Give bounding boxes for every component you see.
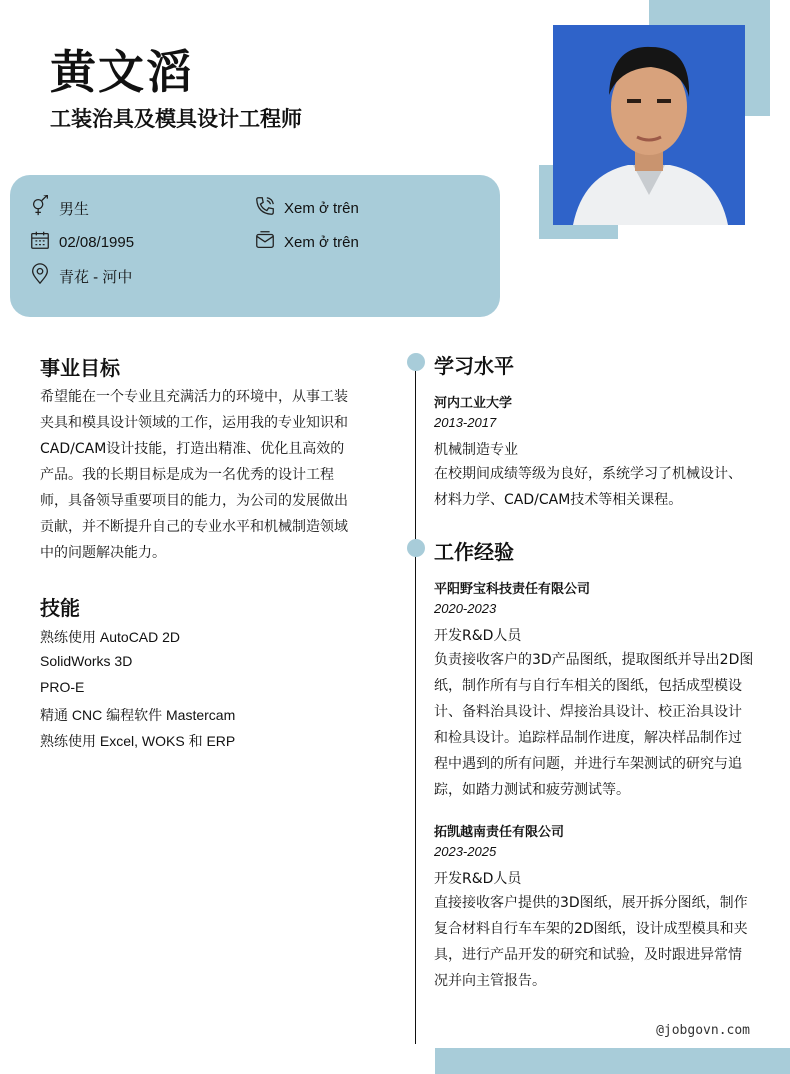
phone-text: Xem ở trên [284, 199, 359, 217]
job-description [434, 647, 764, 803]
objective-line: 师，具备领导重要项目的能力，为公司的发展做出 [40, 493, 348, 509]
skill-item: 熟练使用 Excel, WOKS 和 ERP [40, 733, 236, 749]
objective-text [40, 384, 370, 566]
objective-heading: 事业目标 [40, 356, 120, 380]
objective-line: 贡献，并不断提升自己的专业水平和机械制造领域 [40, 519, 348, 535]
job-role: 开发R&D人员 [434, 628, 522, 644]
objective-line: 产品。我的长期目标是成为一名优秀的设计工程 [40, 467, 334, 483]
address-row [29, 263, 132, 289]
mail-icon [254, 229, 284, 255]
job-period: 2020-2023 [434, 601, 497, 616]
job-company: 拓凯越南责任有限公司 [434, 825, 565, 840]
skill-item: 熟练使用 AutoCAD 2D [40, 629, 181, 645]
job-company: 平阳野宝科技责任有限公司 [434, 582, 591, 597]
job-title: 工装治具及模具设计工程师 [50, 107, 302, 131]
skill-item: SolidWorks 3D [40, 653, 133, 669]
email-row [254, 229, 359, 255]
timeline-line [415, 362, 416, 1044]
job-description [434, 890, 764, 994]
job-line: 负责接收客户的3D产品图纸，提取图纸并导出2D图 [434, 652, 754, 668]
education-description [434, 461, 764, 513]
profile-photo [553, 25, 745, 225]
job-period: 2023-2025 [434, 844, 497, 859]
objective-line: 中的问题解决能力。 [40, 545, 166, 561]
skills-heading: 技能 [40, 596, 80, 620]
timeline-dot-experience [407, 539, 425, 557]
watermark-text: @jobgovn.com [656, 1023, 750, 1038]
gender-row [29, 195, 89, 221]
birthdate-text: 02/08/1995 [59, 233, 135, 251]
education-heading: 学习水平 [434, 354, 514, 378]
education-line: 材料力学、CAD/CAM技术等相关课程。 [434, 492, 683, 508]
objective-line: 夹具和模具设计领域的工作，运用我的专业知识和 [40, 415, 348, 431]
birthdate-row [29, 229, 134, 255]
job-line: 踪，如踏力测试和疲劳测试等。 [434, 782, 630, 798]
email-text: Xem ở trên [284, 233, 359, 251]
gender-text: 男生 [59, 200, 90, 218]
job-role: 开发R&D人员 [434, 871, 522, 887]
education-school: 河内工业大学 [434, 396, 513, 411]
objective-line: CAD/CAM设计技能，打造出精准、优化且高效的 [40, 441, 345, 457]
job-line: 程中遇到的所有问题，并进行车架测试的研究与追 [434, 756, 742, 772]
education-major: 机械制造专业 [434, 442, 518, 458]
job-line: 复合材料自行车车架的2D图纸，设计成型模具和夹 [434, 921, 748, 937]
job-line: 计、备料治具设计、焊接治具设计、校正治具设计 [434, 704, 742, 720]
job-line: 纸，制作所有与自行车相关的图纸，包括成型模设 [434, 678, 742, 694]
gender-icon [29, 195, 59, 221]
job-line: 具，进行产品开发的研究和试验，及时跟进异常情 [434, 947, 742, 963]
phone-icon [254, 195, 284, 221]
job-line: 和检具设计。追踪样品制作进度，解决样品制作过 [434, 730, 742, 746]
location-pin-icon [29, 263, 59, 289]
candidate-name: 黄文滔 [50, 45, 194, 99]
phone-row [254, 195, 359, 221]
education-line: 在校期间成绩等级为良好，系统学习了机械设计、 [434, 466, 742, 482]
job-line: 况并向主管报告。 [434, 973, 546, 989]
skill-item: PRO-E [40, 679, 85, 695]
objective-line: 希望能在一个专业且充满活力的环境中，从事工装 [40, 389, 348, 405]
calendar-icon [29, 229, 59, 255]
education-period: 2013-2017 [434, 415, 497, 430]
job-line: 直接接收客户提供的3D图纸，展开拆分图纸，制作 [434, 895, 748, 911]
skill-item: 精通 CNC 编程软件 Mastercam [40, 707, 236, 723]
timeline-dot-education [407, 353, 425, 371]
address-text: 青花 - 河中 [59, 268, 133, 286]
decor-block-bottom [435, 1048, 790, 1074]
experience-heading: 工作经验 [434, 540, 514, 564]
